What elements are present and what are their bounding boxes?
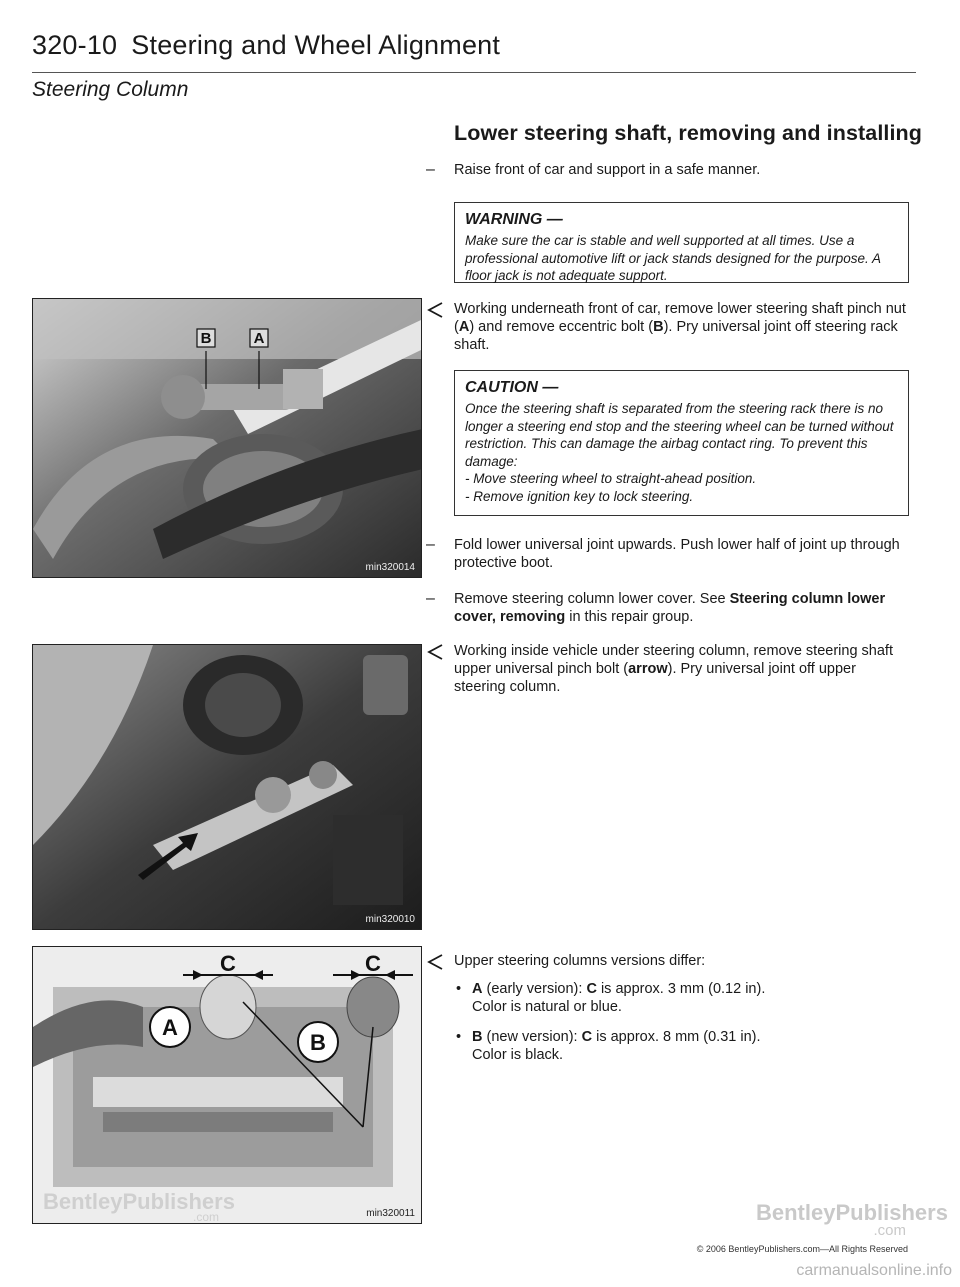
page-header bbox=[32, 30, 916, 101]
page-heading bbox=[32, 30, 916, 61]
site-watermark: carmanualsonline.info bbox=[796, 1262, 952, 1279]
left-pointer-icon bbox=[426, 954, 446, 970]
publisher-logo bbox=[756, 1200, 948, 1239]
photo-code: min320010 bbox=[365, 914, 415, 925]
dash-marker: – bbox=[426, 590, 435, 607]
warning-title: WARNING — bbox=[465, 211, 563, 228]
section-title: Lower steering shaft, removing and installing bbox=[454, 121, 923, 145]
photo-lower-shaft-joint bbox=[32, 298, 422, 578]
list-item: • A (early version): C is approx. 3 mm (0.12 in). Color is natural or blue. bbox=[454, 980, 784, 1016]
logo-subtext: .com bbox=[873, 1222, 906, 1239]
step-raise-car bbox=[426, 161, 910, 179]
step-text: Remove steering column lower cover. See Steering column lower cover, removing in this repair group. bbox=[454, 591, 886, 625]
callout-b: B bbox=[200, 330, 212, 347]
caution-body: Once the steering shaft is separated from the steering rack there is no longer a steering end stop and the steering wheel can be turned without restriction. This can damage the airbag contact ring. To prevent this damage: - Move steering wheel to straight-ahead position. - Remove ignition key to lock steering. bbox=[465, 401, 894, 504]
lower-joint-image bbox=[33, 299, 422, 578]
warning-box bbox=[454, 202, 909, 283]
callout-b: B bbox=[310, 1030, 326, 1055]
step-fold-joint bbox=[426, 536, 910, 572]
upper-joint-image bbox=[33, 645, 422, 930]
column-versions-image bbox=[33, 947, 422, 1224]
dash-marker: – bbox=[426, 161, 435, 178]
warning-body: Make sure the car is stable and well supported at all times. Use a professional automotive lift or jack stands designed for the purpose. A floor jack is not adequate support. bbox=[465, 233, 881, 283]
step-remove-upper-bolt bbox=[426, 642, 910, 696]
chapter-title: Steering and Wheel Alignment bbox=[131, 30, 501, 60]
callout-a: A bbox=[162, 1015, 178, 1040]
step-text: Raise front of car and support in a safe manner. bbox=[454, 162, 761, 178]
caution-box bbox=[454, 370, 909, 516]
header-divider bbox=[32, 72, 916, 73]
left-pointer-icon bbox=[426, 302, 446, 318]
photo-upper-joint bbox=[32, 644, 422, 930]
left-pointer-icon bbox=[426, 644, 446, 660]
photo-code: min320014 bbox=[365, 562, 415, 573]
photo-column-versions bbox=[32, 946, 422, 1224]
step-remove-cover bbox=[426, 590, 910, 626]
list-item: • B (new version): C is approx. 8 mm (0.31 in). Color is black. bbox=[454, 1028, 784, 1064]
step-text: Working underneath front of car, remove lower steering shaft pinch nut (A) and remove eccentric bolt (B). Pry universal joint off steering rack shaft. bbox=[454, 301, 906, 353]
step-text: Working inside vehicle under steering column, remove steering shaft upper universal pinch bolt (arrow). Pry universal joint off upper steering column. bbox=[454, 643, 893, 695]
copyright: © 2006 BentleyPublishers.com—All Rights Reserved bbox=[696, 1244, 908, 1254]
step-text: Fold lower universal joint upwards. Push lower half of joint up through protective boot. bbox=[454, 537, 900, 571]
section-subtitle: Steering Column bbox=[32, 78, 189, 101]
photo-code: min320011 bbox=[366, 1208, 415, 1219]
step-text: Upper steering columns versions differ: bbox=[454, 953, 706, 969]
callout-c-left: C bbox=[220, 951, 236, 976]
step-remove-pinch-nut bbox=[426, 300, 910, 354]
dash-marker: – bbox=[426, 536, 435, 553]
callout-a: A bbox=[253, 330, 265, 347]
logo-text: BentleyPublishers bbox=[756, 1200, 948, 1225]
version-list bbox=[454, 980, 910, 1064]
watermark-sub: .com bbox=[193, 1210, 220, 1224]
page-number: 320-10 bbox=[32, 30, 118, 60]
callout-c-right: C bbox=[365, 951, 381, 976]
step-column-versions bbox=[426, 952, 910, 1076]
watermark: BentleyPublishers bbox=[43, 1189, 235, 1214]
caution-title: CAUTION — bbox=[465, 379, 559, 396]
